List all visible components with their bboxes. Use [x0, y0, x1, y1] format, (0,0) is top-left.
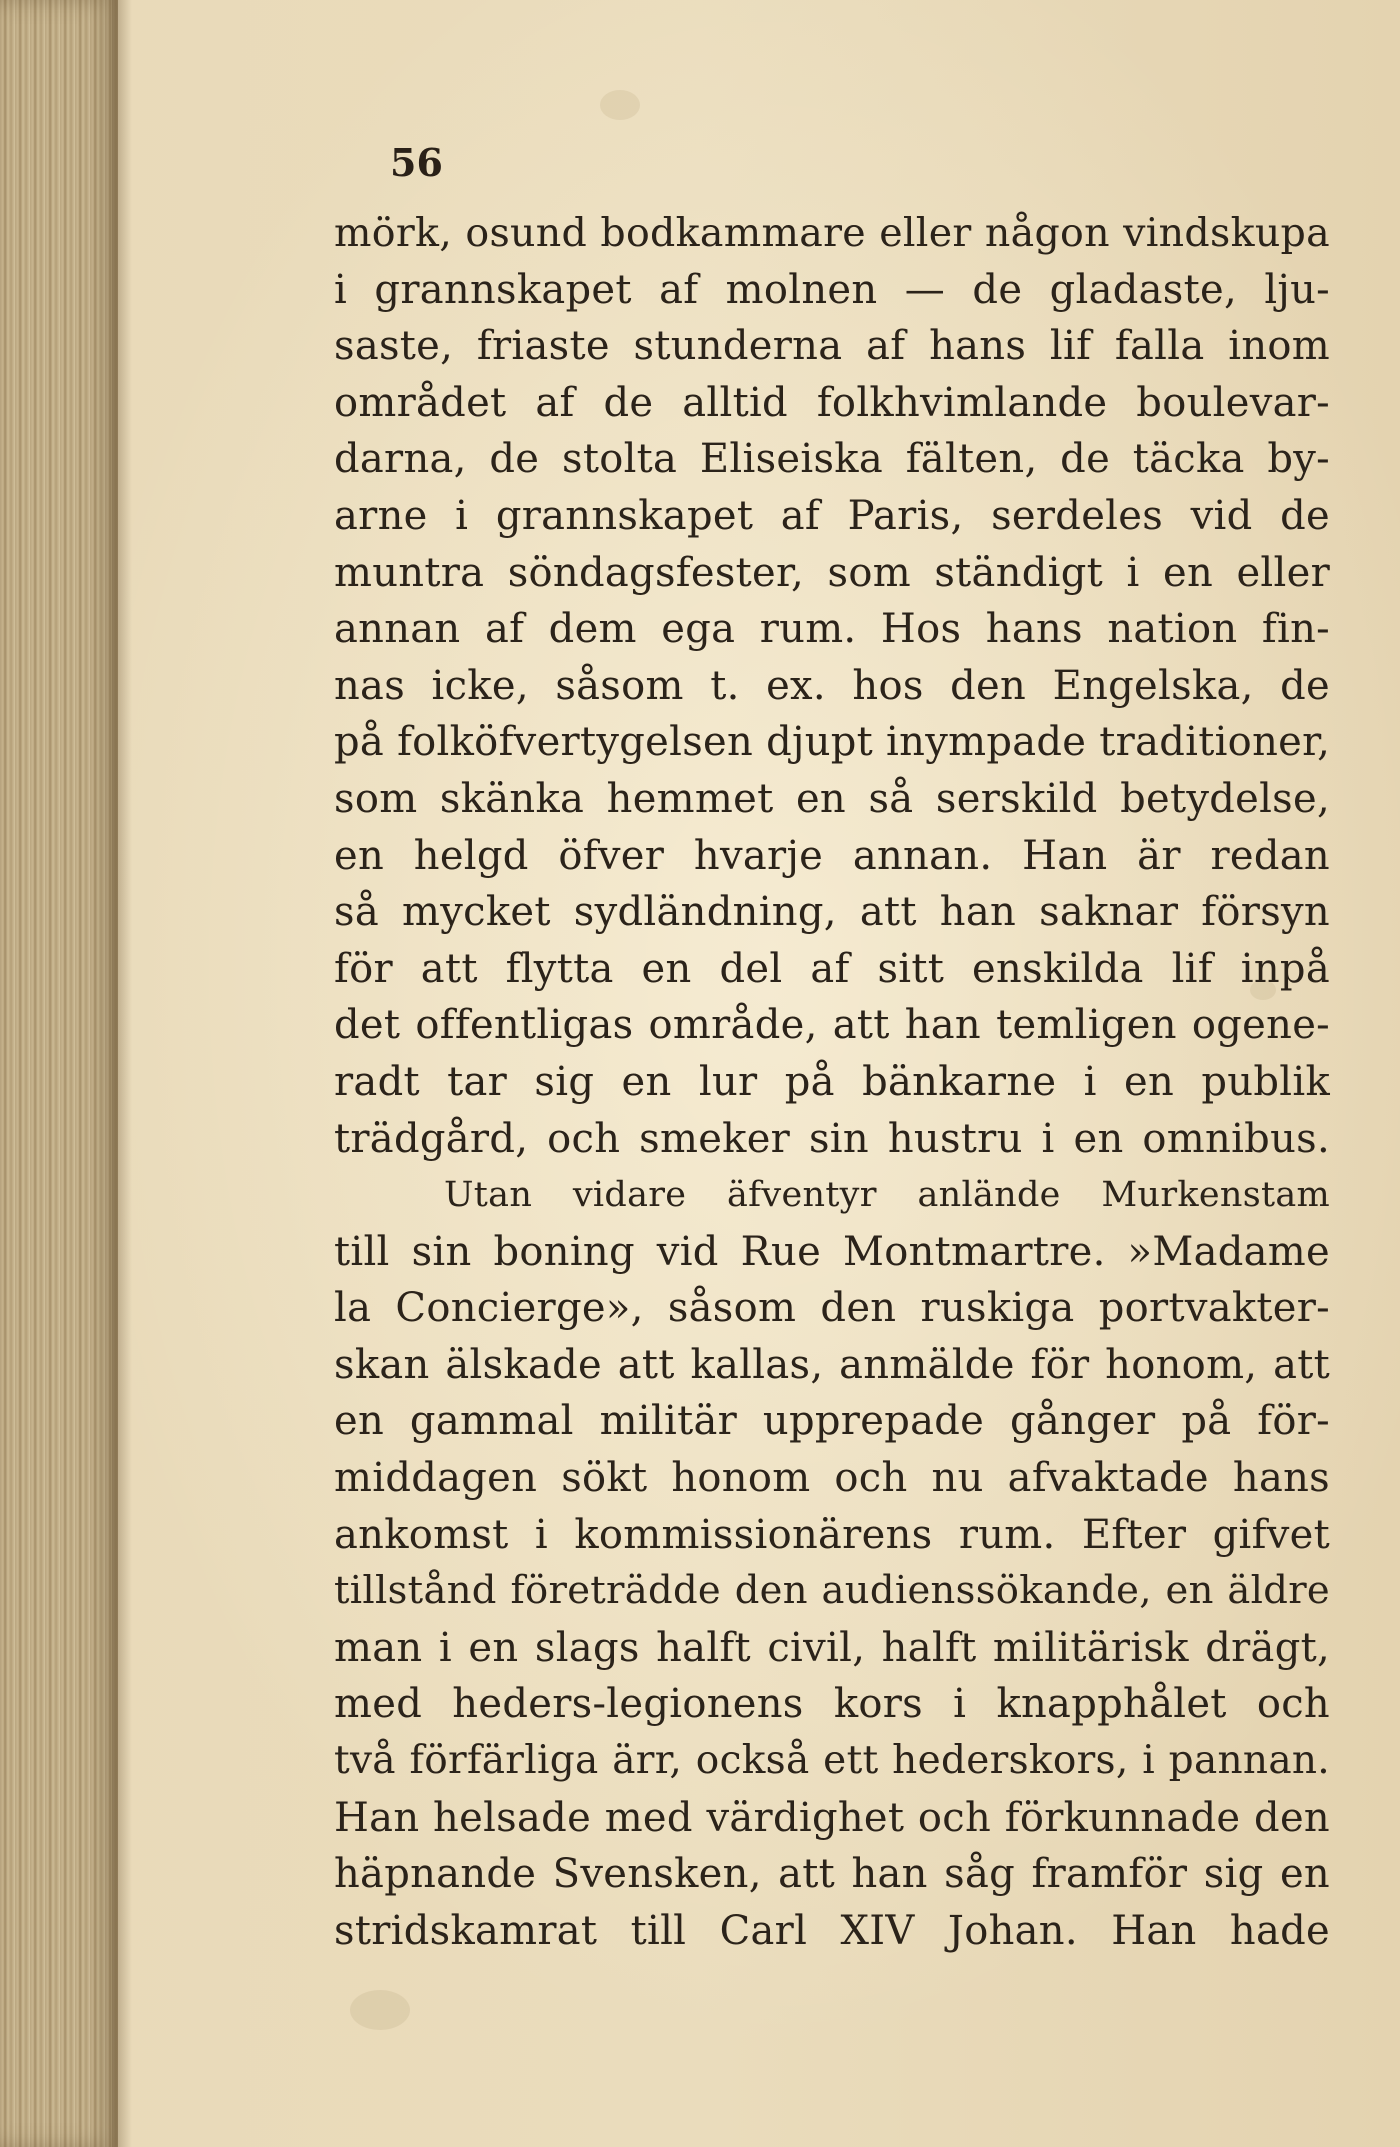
text-line: radt tar sig en lur på bänkarne i en publik [334, 1058, 1330, 1105]
text-line: arne i grannskapet af Paris, serdeles vid de [334, 492, 1330, 539]
text-line: la Concierge», såsom den ruskiga portvakter- [334, 1285, 1330, 1332]
text-line: för att flytta en del af sitt enskilda lif inpå [334, 945, 1330, 992]
text-line: området af de alltid folkhvimlande boulevar- [334, 379, 1330, 426]
text-line: med heders-legionens kors i knapphålet och [334, 1681, 1330, 1728]
text-line: det offentligas område, att han temligen ogene- [334, 1002, 1330, 1049]
text-line: häpnande Svensken, att han såg framför sig en [334, 1851, 1330, 1898]
binding-shadow [112, 0, 132, 2147]
text-line: nas icke, såsom t. ex. hos den Engelska, de [334, 662, 1330, 709]
body-text [334, 205, 1330, 1959]
text-line: saste, friaste stunderna af hans lif falla inom [334, 323, 1330, 370]
text-line: i grannskapet af molnen — de gladaste, lju- [334, 266, 1330, 313]
paper-stain [600, 90, 640, 120]
book-binding [0, 0, 118, 2147]
text-line: annan af dem ega rum. Hos hans nation fin- [334, 606, 1330, 653]
text-line: skan älskade att kallas, anmälde för honom, att [334, 1341, 1330, 1388]
text-line: Han helsade med värdighet och förkunnade den [334, 1794, 1330, 1841]
text-line: tillstånd företrädde den audienssökande, en äldre [334, 1568, 1330, 1614]
text-line: som skänka hemmet en så serskild betydelse, [334, 775, 1330, 822]
text-line: två förfärliga ärr, också ett hederskors, i pannan. [334, 1738, 1330, 1784]
paper-stain [350, 1990, 410, 2030]
text-line: på folköfvertygelsen djupt inympade traditioner, [334, 719, 1331, 766]
page-number: 56 [390, 140, 443, 185]
text-line: muntra söndagsfester, som ständigt i en eller [334, 549, 1330, 596]
text-line: stridskamrat till Carl XIV Johan. Han hade [334, 1907, 1330, 1954]
text-line: man i en slags halft civil, halft militärisk drägt, [334, 1624, 1330, 1671]
text-line: till sin boning vid Rue Montmartre. »Madame [334, 1228, 1330, 1275]
text-line: middagen sökt honom och nu afvaktade hans [334, 1455, 1330, 1502]
text-line: trädgård, och smeker sin hustru i en omnibus. [334, 1115, 1330, 1162]
text-line: en gammal militär upprepade gånger på för- [334, 1398, 1330, 1445]
text-line: darna, de stolta Eliseiska fälten, de täcka by- [334, 436, 1330, 483]
text-line: mörk, osund bodkammare eller någon vindskupa [334, 210, 1330, 256]
text-line: ankomst i kommissionärens rum. Efter gifvet [334, 1511, 1330, 1558]
text-line: en helgd öfver hvarje annan. Han är redan [334, 832, 1330, 879]
text-line: så mycket sydländning, att han saknar försyn [334, 889, 1330, 936]
text-line: Utan vidare äfventyr anlände Murkenstam [444, 1175, 1330, 1216]
